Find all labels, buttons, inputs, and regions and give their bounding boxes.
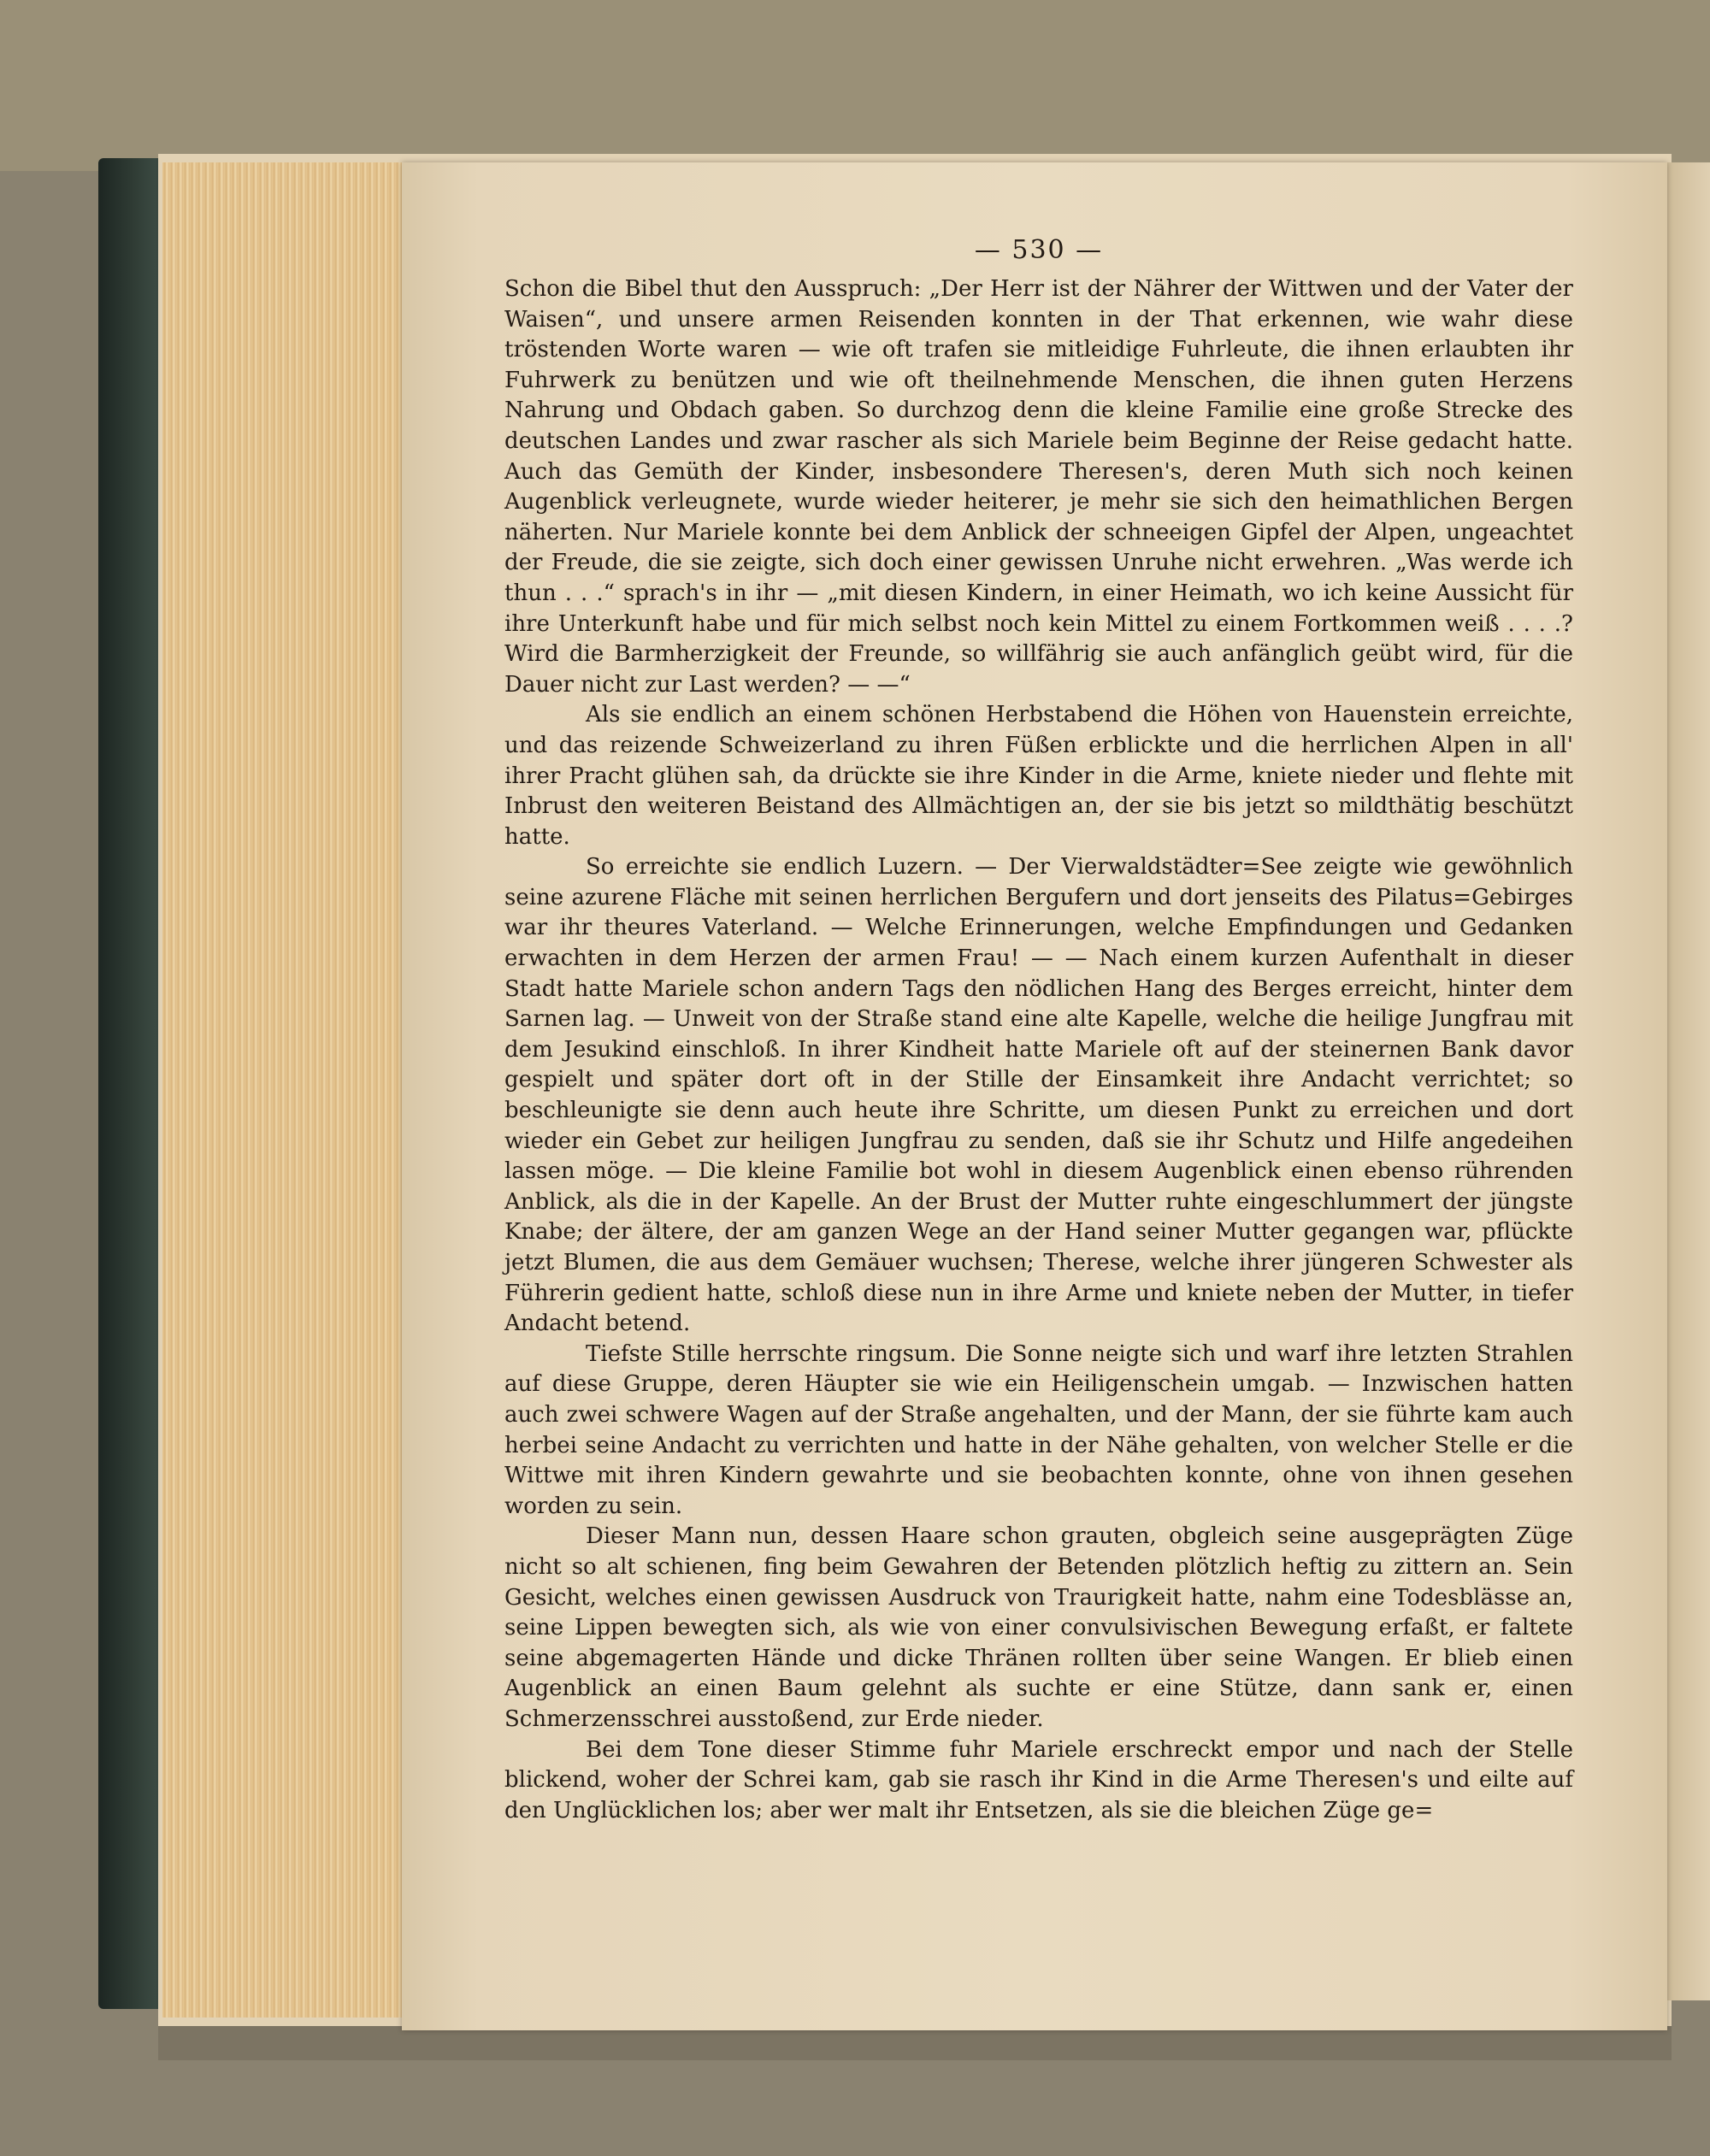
bottom-shadow [158, 2026, 1672, 2060]
paragraph: Dieser Mann nun, dessen Haare schon grauten, obgleich seine ausgeprägten Züge nicht so alt schienen, fing beim Gewahren der Betenden plötzlich heftig zu zittern an. Sein Gesicht, welches einen gewissen Ausdruck von Traurigkeit hatte, nahm eine Todesblässe an, seine Lippen bewegten sich, als wie von einer convulsivischen Bewegung erfaßt, er faltete seine abgemagerten Hände und dicke Thränen rollten über seine Wangen. Er blieb einen Augenblick an einen Baum gelehnt als suchte er eine Stütze, dann sank er, einen Schmerzensschrei ausstoßend, zur Erde nieder. [504, 1523, 1573, 1732]
paragraph: So erreichte sie endlich Luzern. — Der Vierwaldstädter=See zeigte wie gewöhnlich seine azurene Fläche mit seinen herrlichen Bergufern und dort jenseits des Pilatus=Gebirges war ihr theures Vaterland. — Welche Erinnerungen, welche Empfindungen und Gedanken erwachten in dem Herzen der armen Frau! — — Nach einem kurzen Aufenthalt in dieser Stadt hatte Mariele schon andern Tags den nödlichen Hang des Berges erreicht, hinter dem Sarnen lag. — Unweit von der Straße stand eine alte Kapelle, welche die heilige Jungfrau mit dem Jesukind einschloß. In ihrer Kindheit hatte Mariele oft auf der steinernen Bank davor gespielt und später dort oft in der Stille der Einsamkeit ihre Andacht verrichtet; so beschleunigte sie denn auch heute ihre Schritte, um diesen Punkt zu erreichen und dort wieder ein Gebet zur heiligen Jungfrau zu senden, daß sie ihr Schutz und Hilfe angedeihen lassen möge. — Die kleine Familie bot wohl in diesem Augenblick einen ebenso rührenden Anblick, als die in der Kapelle. An der Brust der Mutter ruhte eingeschlummert der jüngste Knabe; der ältere, der am ganzen Wege an der Hand seiner Mutter gegangen war, pflückte jetzt Blumen, die aus dem Gemäuer wuchsen; Therese, welche ihrer jüngeren Schwester als Führerin gedient hatte, schloß diese nun in ihre Arme und kniete neben der Mutter, in tiefer Andacht betend. [504, 854, 1573, 1337]
page-number: — 530 — [974, 235, 1104, 265]
paragraph: Bei dem Tone dieser Stimme fuhr Mariele erschreckt empor und nach der Stelle blickend, woher der Schrei kam, gab sie rasch ihr Kind in die Arme Theresen's und eilte auf den Unglücklichen los; aber wer malt ihr Entsetzen, als sie die bleichen Züge ge= [504, 1736, 1573, 1823]
page-text [504, 235, 1573, 1894]
paragraph: Schon die Bibel thut den Ausspruch: „Der Herr ist der Nährer der Wittwen und der Vater der Waisen“, und unsere armen Reisenden konnten in der That erkennen, wie wahr diese tröstenden Worte waren — wie oft trafen sie mitleidige Fuhrleute, die ihnen erlaubten ihr Fuhrwerk zu benützen und wie oft theilnehmende Menschen, die ihnen guten Herzens Nahrung und Obdach gaben. So durchzog denn die kleine Familie eine große Strecke des deutschen Landes und zwar rascher als sich Mariele beim Beginne der Reise gedacht hatte. Auch das Gemüth der Kinder, insbesondere Theresen's, deren Muth sich noch keinen Augenblick verleugnete, wurde wieder heiterer, je mehr sie sich den heimathlichen Bergen näherten. Nur Mariele konnte bei dem Anblick der schneeigen Gipfel der Alpen, ungeachtet der Freude, die sie zeigte, sich doch einer gewissen Unruhe nicht erwehren. „Was werde ich thun . . .“ sprach's in ihr — „mit diesen Kindern, in einer Heimath, wo ich keine Aussicht für ihre Unterkunft habe und für mich selbst noch kein Mittel zu einem Fortkommen weiß . . . .? Wird die Barmherzigkeit der Freunde, so willfährig sie auch anfänglich geübt wird, für die Dauer nicht zur Last werden? — —“ [504, 276, 1573, 698]
facing-page-edge [1663, 162, 1710, 2000]
page-stack-edge [162, 162, 412, 2018]
paragraph: Als sie endlich an einem schönen Herbstabend die Höhen von Hauenstein erreichte, und das reizende Schweizerland zu ihren Füßen erblickte und die herrlichen Alpen in all' ihrer Pracht glühen sah, da drückte sie ihre Kinder in die Arme, kniete nieder und flehte mit Inbrust den weiteren Beistand des Allmächtigen an, der sie bis jetzt so mildthätig beschützt hatte. [504, 702, 1573, 850]
background [0, 0, 1710, 171]
paragraph: Tiefste Stille herrschte ringsum. Die Sonne neigte sich und warf ihre letzten Strahlen auf diese Gruppe, deren Häupter sie wie ein Heiligenschein umgab. — Inzwischen hatten auch zwei schwere Wagen auf der Straße angehalten, und der Mann, der sie führte kam auch herbei seine Andacht zu verrichten und hatte in der Nähe gehalten, von welcher Stelle er die Wittwe mit ihren Kindern gewahrte und sie beobachten konnte, ohne von ihnen gesehen worden zu sein. [504, 1340, 1573, 1519]
